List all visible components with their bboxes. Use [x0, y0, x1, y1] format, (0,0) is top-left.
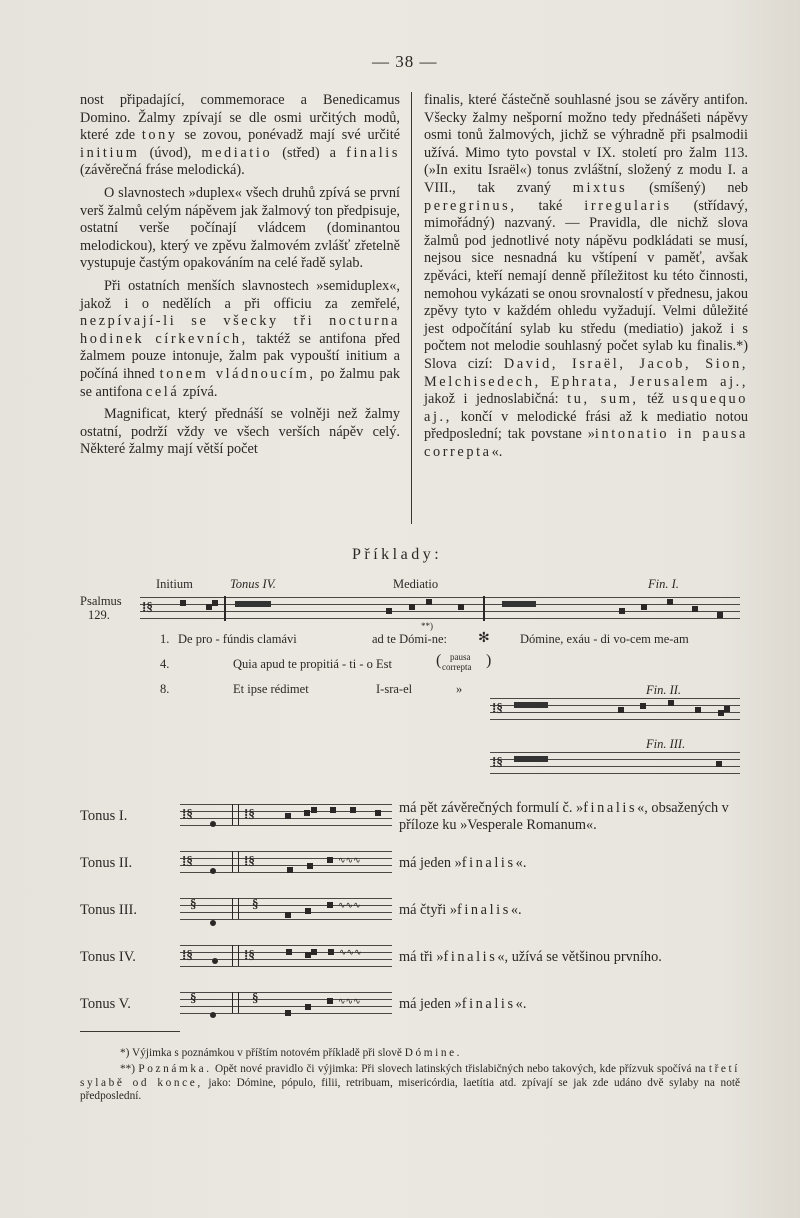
psalm-label: Psalmus: [80, 594, 122, 608]
note: [327, 998, 333, 1004]
bar-line: [483, 596, 485, 621]
verse-number: 8.: [160, 682, 170, 696]
note: [305, 1004, 311, 1010]
verse-text: ad te Dómi-ne:: [372, 632, 447, 646]
examples-title: Příklady:: [352, 546, 443, 563]
bar-line: [238, 804, 239, 825]
note: [210, 920, 216, 926]
verse-text: Quia apud te propitiá - ti - o Est: [233, 657, 392, 671]
paragraph: Při ostatních menších slavnostech »semiduplex«, jakož i o nedělích a při officiu za zemřelé, nezpívají-li se všecky tři nocturna hodinek církevních, taktéž se antifona před žalmem pouze intonuje, žalm pak vypouští initium a počíná ihned tonem vládnoucím, po žalmu pak se antifona celá zpívá.: [80, 277, 400, 400]
tonus-4-description: má tři »finalis«, užívá se většinou prvního.: [399, 949, 662, 965]
clef-icon: §: [190, 896, 197, 911]
note: [668, 700, 674, 706]
paren: (: [436, 652, 442, 669]
clef-icon: ⁞§: [244, 806, 255, 821]
fin3-label: Fin. III.: [646, 737, 686, 751]
bar-line: [232, 898, 233, 919]
right-column: [424, 92, 748, 461]
tonus-3-staff: [180, 898, 392, 922]
ornament-icon: ∿∿∿: [338, 996, 361, 1006]
tonus-1-label: Tonus I.: [80, 808, 128, 824]
paragraph: nost připadající, commemorace a Benedicamus Domino. Žalmy zpívají se dle osmi určitých modů, které zde tony se zovou, ponévadž mají své určité initium (úvod), mediatio (střed) a finalis (závěrečná fráse melodická).: [80, 92, 401, 179]
bar-line: [238, 851, 239, 872]
note: [327, 902, 333, 908]
note: [640, 703, 646, 709]
note: [717, 612, 723, 618]
page-number: — 38 —: [372, 52, 438, 71]
footnote-1: *) Výjimka s poznámkou v příštím notovém příkladě při slově Dómine.: [120, 1047, 463, 1059]
note: [210, 1012, 216, 1018]
clef-icon: ⁞§: [492, 700, 503, 715]
column-divider: [411, 92, 412, 524]
note: [304, 810, 310, 816]
note: [328, 949, 334, 955]
verse-text: I-sra-el: [376, 682, 413, 696]
tonus-2-staff: [180, 851, 392, 875]
ornament-icon: ∿∿∿: [338, 900, 361, 910]
note: [327, 857, 333, 863]
note: [667, 599, 673, 605]
reciting-tone: [514, 756, 548, 762]
note: [716, 761, 722, 767]
clef-icon: §: [252, 896, 259, 911]
bar-line: [232, 992, 233, 1013]
note: [212, 600, 218, 606]
tonus-2-label: Tonus II.: [80, 855, 133, 871]
tonus-1-staff: [180, 804, 392, 828]
note: [458, 604, 464, 610]
tonus-3-description: má čtyři »finalis«.: [399, 902, 522, 918]
bar-line: [232, 945, 233, 966]
clef-icon: §: [252, 990, 259, 1005]
fin2-label: Fin. II.: [646, 683, 682, 697]
clef-icon: ⁞§: [142, 599, 153, 614]
note: [692, 606, 698, 612]
reciting-tone: [235, 601, 271, 607]
bar-line: [238, 945, 239, 966]
note: [695, 707, 701, 713]
verse-text: Et ipse rédimet: [233, 682, 309, 696]
note: [210, 868, 216, 874]
tonus-1-description: má pět závěrečných formulí č. »finalis«, obsažených v příloze ku »Vesperale Romanum«.: [399, 800, 729, 833]
bar-line: [232, 804, 233, 825]
note: [285, 813, 291, 819]
bar-line: [232, 851, 233, 872]
note: [210, 821, 216, 827]
note: [619, 608, 625, 614]
clef-icon: §: [190, 990, 197, 1005]
tonus-4-staff: [180, 945, 392, 969]
ornament-icon: ∿∿∿: [338, 855, 361, 865]
tonus-3-label: Tonus III.: [80, 902, 137, 918]
note: [285, 1010, 291, 1016]
reciting-tone: [502, 601, 536, 607]
note: [409, 604, 415, 610]
note: [305, 908, 311, 914]
note: [330, 807, 336, 813]
correpta: correpta: [442, 662, 472, 672]
clef-icon: ⁞§: [182, 853, 193, 868]
paragraph: O slavnostech »duplex« všech druhů zpívá se první verš žalmů celým nápěvem jak žalmový ton předpisuje, ostatní verše počínají vládcem (dominantou melodickou), který ve zpěvu žalmovém zvlášť zřetelně vystupuje častým opakováním na celé řadě sylab.: [80, 184, 400, 272]
note: [212, 958, 218, 964]
verse-number: 1.: [160, 632, 170, 646]
reciting-tone: [514, 702, 548, 708]
note: [426, 599, 432, 605]
clef-icon: ⁞§: [492, 754, 503, 769]
fin3-staff: [490, 752, 740, 776]
clef-icon: ⁞§: [244, 947, 255, 962]
psalm-number: 129.: [88, 608, 110, 622]
verse-number: 4.: [160, 657, 170, 671]
psalm-staff: [140, 597, 740, 621]
paragraph: finalis, které částečně souhlasné jsou se závěry antifon. Všecky žalmy nešporní možno tedy přednášeti nápěvy osmi tonů žalmových, jichž se výhradně při psalmodii užívá. Mimo tyto povstal v IX. století pro žalm 113. (»In exitu Israël«) tonus zvláštní, složený z modu I. a VIII., tak zvaný mixtus (smíšený) neb peregrinus, také irregularis (střídavý, mimořádný) nazvaný. — Pravidla, dle nichž slova žalmů pod jednotlivé noty nápěvu podkládati se musí, nejsou sice nesnadná ku vštípení v paměť, avšak zpěváci, kteří nemají denně příležitost ku této činnosti, nemohou vykázati se onou srovnalostí v přednesu, jakou zpěvy tyto v každém ohledu vyžadují. Velmi důležité jest odpočítání sylab ku středu (mediatio) jakož i s počtem not melodie souhlasný počet sylab ku finalis.*) Slova cizí: David, Israël, Jacob, Sion, Melchisedech, Ephrata, Jerusalem aj., jakož i jednoslabičná: tu, sum, též usquequo aj., končí v melodické frási až k mediatio notou předposlední; tak povstane »intonatio in pausa correpta«.: [424, 92, 749, 460]
note: [311, 807, 317, 813]
verse-text: Dómine, exáu - di vo-cem me-am: [520, 632, 689, 646]
footnote-mark: **): [421, 621, 433, 631]
clef-icon: ⁞§: [182, 947, 193, 962]
initium-label: Initium: [156, 577, 193, 591]
note: [286, 949, 292, 955]
tonus-2-description: má jeden »finalis«.: [399, 855, 527, 871]
note: [287, 867, 293, 873]
bar-line: [224, 596, 226, 621]
note: [307, 863, 313, 869]
fin1-label: Fin. I.: [648, 577, 679, 591]
clef-icon: ⁞§: [182, 806, 193, 821]
note: [618, 707, 624, 713]
fin2-staff: [490, 698, 740, 722]
ornament-icon: ∿∿∿: [339, 947, 362, 957]
asterisk-icon: ✻: [478, 631, 490, 646]
tonus-4-label: Tonus IV.: [80, 949, 136, 965]
tonus-5-staff: [180, 992, 392, 1016]
note: [180, 600, 186, 606]
verse-text: De pro - fúndis clamávi: [178, 632, 297, 646]
note: [641, 604, 647, 610]
note: [724, 706, 730, 712]
tonus-5-description: má jeden »finalis«.: [399, 996, 527, 1012]
note: [375, 810, 381, 816]
clef-icon: ⁞§: [244, 853, 255, 868]
bar-line: [238, 898, 239, 919]
left-column: [80, 92, 400, 459]
mediatio-label: Mediatio: [393, 577, 439, 591]
note: [311, 949, 317, 955]
note: [386, 608, 392, 614]
footnote-2: **) Poznámka. Opět nové pravidlo či výjimka: Při slovech latinských třislabičných nebo takových, kde přízvuk spočívá na třetí sylabě od konce, jako: Dómine, pópulo, filii, retribuam, misericórdia, laetítia atd. zpívají se jak zde udáno dvě sylaby na notě předposlední.: [80, 1063, 741, 1102]
paren: ): [486, 652, 492, 669]
tonus-5-label: Tonus V.: [80, 996, 131, 1012]
footnote-rule: [80, 1031, 180, 1032]
verse-text: »: [456, 682, 463, 696]
note: [350, 807, 356, 813]
paragraph: Magnificat, který přednáší se volněji než žalmy ostatní, podrží vždy ve všech verších nápěv celý. Některé žalmy mají větší počet: [80, 406, 400, 458]
tonus-label: Tonus IV.: [230, 577, 276, 591]
pausa: pausa: [450, 652, 471, 662]
bar-line: [238, 992, 239, 1013]
note: [285, 912, 291, 918]
